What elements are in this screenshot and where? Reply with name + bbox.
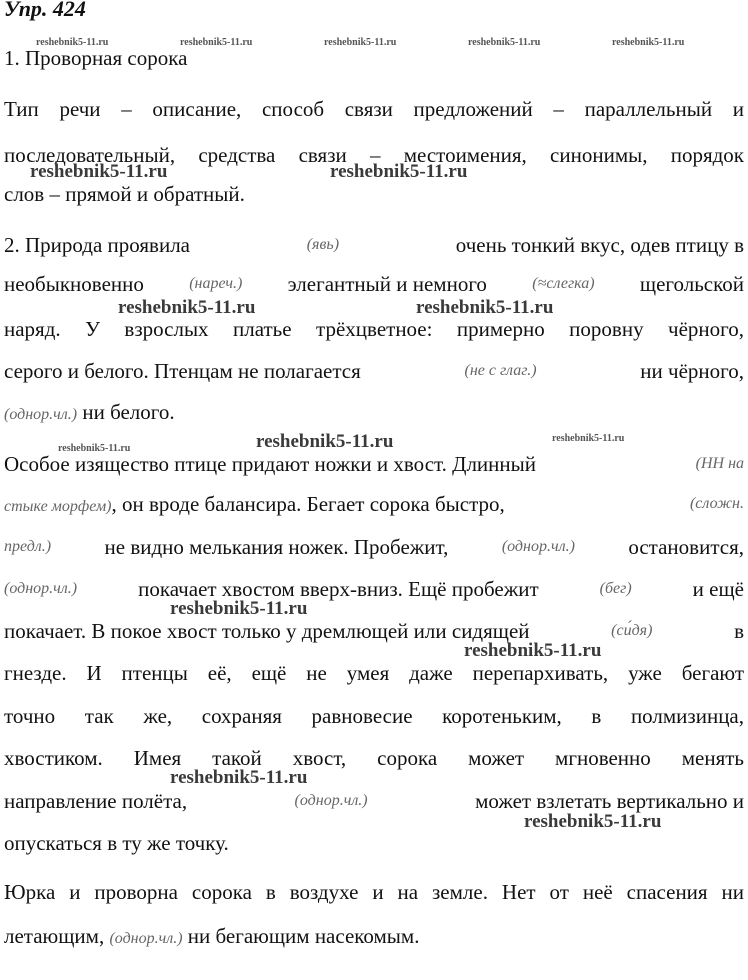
watermark: reshebnik5-11.ru — [552, 433, 625, 444]
watermark: reshebnik5-11.ru — [324, 37, 397, 48]
watermark: reshebnik5-11.ru — [468, 37, 541, 48]
watermark: reshebnik5-11.ru — [416, 297, 554, 318]
watermark: reshebnik5-11.ru — [170, 767, 308, 788]
text-line: Тип речи – описание, способ связи предложений – параллельный и — [4, 97, 744, 121]
text-line: летающим, (однор.чл.) ни бегающим насекомым. — [4, 924, 420, 948]
exercise-heading: Упр. 424 — [4, 0, 86, 21]
text-line: хвостиком. Имея такой хвост, сорока может мгновенно менять — [4, 746, 744, 770]
text-line: необыкновенно (нареч.) элегантный и немного (≈слегка) щегольской — [4, 272, 744, 296]
text-line: последовательный, средства связи – местоимения, синонимы, порядок — [4, 143, 744, 167]
text-line: гнезде. И птенцы её, ещё не умея даже перепархивать, уже бегают — [4, 661, 744, 685]
watermark: reshebnik5-11.ru — [30, 161, 168, 182]
watermark: reshebnik5-11.ru — [36, 37, 109, 48]
watermark: reshebnik5-11.ru — [118, 297, 256, 318]
text-line: направление полёта, (однор.чл.) может взлетать вертикально и — [4, 789, 744, 813]
watermark: reshebnik5-11.ru — [180, 37, 253, 48]
text-line: 2. Природа проявила (явь) очень тонкий вкус, одев птицу в — [4, 233, 744, 257]
text-line: серого и белого. Птенцам не полагается (не с глаг.) ни чёрного, — [4, 359, 744, 383]
text-line: Особое изящество птице придают ножки и хвост. Длинный (НН на — [4, 452, 744, 476]
watermark: reshebnik5-11.ru — [330, 161, 468, 182]
text-line: слов – прямой и обратный. — [4, 182, 245, 206]
watermark: reshebnik5-11.ru — [612, 37, 685, 48]
text-line: (однор.чл.) покачает хвостом вверх-вниз. Ещё пробежит (бег) и ещё — [4, 577, 744, 601]
text-line: наряд. У взрослых платье трёхцветное: примерно поровну чёрного, — [4, 317, 744, 341]
watermark: reshebnik5-11.ru — [58, 443, 131, 454]
text-line: точно так же, сохраняя равновесие коротеньким, в полмизинца, — [4, 704, 744, 728]
watermark: reshebnik5-11.ru — [524, 811, 662, 832]
text-line: предл.) не видно мелькания ножек. Пробежит, (однор.чл.) остановится, — [4, 535, 744, 559]
text-line: опускаться в ту же точку. — [4, 831, 229, 855]
text-line: стыке морфем), он вроде балансира. Бегает сорока быстро, (сложн. — [4, 492, 744, 516]
watermark: reshebnik5-11.ru — [256, 431, 394, 452]
watermark: reshebnik5-11.ru — [170, 598, 308, 619]
text-line: покачает. В покое хвост только у дремлющей или сидящей (си́дя) в — [4, 619, 744, 643]
text-line: Юрка и проворна сорока в воздухе и на земле. Нет от неё спасения ни — [4, 880, 744, 904]
text-line: (однор.чл.) ни белого. — [4, 400, 175, 424]
watermark: reshebnik5-11.ru — [464, 640, 602, 661]
section-title: 1. Проворная сорока — [4, 46, 188, 70]
